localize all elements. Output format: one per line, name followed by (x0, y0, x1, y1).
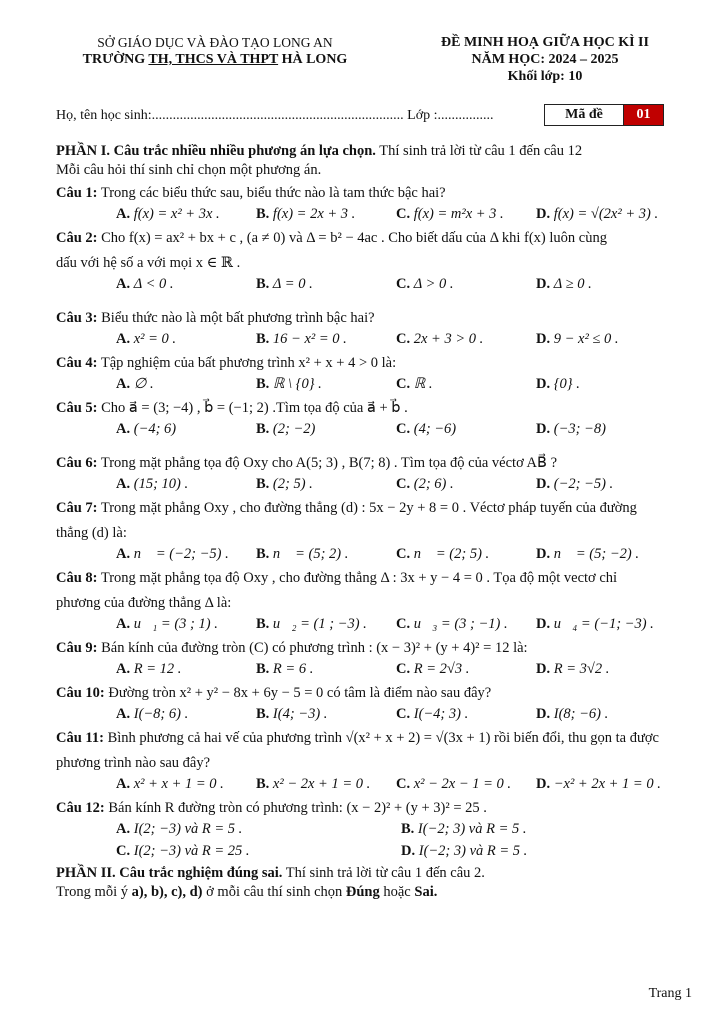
answer-option-b[interactable] (401, 818, 686, 840)
exam-code-value: 01 (624, 105, 663, 125)
answer-option-c[interactable] (396, 418, 536, 440)
option-letter: A. (116, 376, 131, 392)
option-value: R = 3√2 . (553, 661, 610, 677)
question-list (56, 184, 686, 862)
answer-option-d[interactable] (536, 658, 676, 680)
question-text-continued: dấu với hệ số a với mọi x ∈ ℝ . (56, 255, 241, 271)
option-letter: C. (396, 376, 411, 392)
option-letter: A. (116, 616, 131, 632)
question-text: Câu 2: Cho f(x) = ax² + bx + c , (a ≠ 0) và Δ = b² − 4ac . Cho biết dấu của Δ khi f(x) luôn cùng (56, 230, 607, 246)
option-letter: A. (116, 546, 131, 562)
option-value: I(−2; 3) và R = 5 . (418, 843, 528, 859)
option-value: n⃗ = (−2; −5) . (133, 546, 229, 562)
part1-instruction: Mỗi câu hỏi thí sinh chỉ chọn một phương án. (56, 162, 322, 178)
answer-option-a[interactable] (116, 473, 256, 495)
answer-option-b[interactable] (256, 658, 396, 680)
answer-option-c[interactable] (396, 373, 536, 395)
question-2 (56, 229, 686, 295)
answer-option-c[interactable] (396, 613, 536, 635)
answer-option-c[interactable] (396, 703, 536, 725)
exam-code-box (544, 104, 664, 126)
answer-options (56, 818, 686, 840)
option-letter: D. (536, 206, 551, 222)
answer-option-c[interactable] (116, 840, 401, 862)
answer-options (56, 703, 686, 725)
answer-option-a[interactable] (116, 418, 256, 440)
header-left (60, 34, 370, 68)
option-value: x² + x + 1 = 0 . (133, 776, 224, 792)
option-value: ∅ . (133, 376, 154, 392)
option-value: 16 − x² = 0 . (272, 331, 347, 347)
option-letter: D. (536, 616, 551, 632)
option-value: n⃗ = (5; −2) . (553, 546, 639, 562)
school-name: TRƯỜNG TH, THCS VÀ THPT HÀ LONG (82, 52, 348, 67)
grade-level: Khối lớp: 10 (507, 69, 583, 84)
answer-option-d[interactable] (536, 273, 676, 295)
option-letter: B. (256, 476, 270, 492)
option-letter: B. (256, 776, 270, 792)
option-letter: B. (256, 616, 270, 632)
question-text: Câu 8: Trong mặt phẳng tọa độ Oxy , cho đường thẳng Δ : 3x + y − 4 = 0 . Tọa độ một vectơ chỉ (56, 570, 618, 586)
option-value: I(−8; 6) . (133, 706, 189, 722)
option-letter: A. (116, 821, 131, 837)
option-value: Δ = 0 . (272, 276, 313, 292)
question-text: Câu 3: Biểu thức nào là một bất phương trình bậc hai? (56, 310, 375, 326)
option-value: R = 12 . (133, 661, 182, 677)
question-12 (56, 799, 686, 862)
option-value: x² − 2x − 1 = 0 . (413, 776, 512, 792)
option-value: n⃗ = (2; 5) . (413, 546, 490, 562)
answer-option-b[interactable] (256, 328, 396, 350)
option-value: n⃗ = (5; 2) . (272, 546, 349, 562)
exam-content (56, 142, 686, 902)
option-value: u⃗₂ = (1 ; −3) . (272, 616, 367, 632)
option-value: f(x) = 2x + 3 . (272, 206, 356, 222)
option-value: u⃗₄ = (−1; −3) . (553, 616, 654, 632)
option-value: I(2; −3) và R = 25 . (133, 843, 250, 859)
option-value: R = 6 . (272, 661, 314, 677)
option-letter: D. (536, 376, 551, 392)
option-value: I(−4; 3) . (413, 706, 469, 722)
option-value: (−2; −5) . (553, 476, 614, 492)
question-7 (56, 499, 686, 565)
option-value: I(−2; 3) và R = 5 . (417, 821, 527, 837)
option-letter: C. (396, 421, 411, 437)
school-year: NĂM HỌC: 2024 – 2025 (471, 52, 619, 67)
option-letter: B. (256, 276, 270, 292)
option-value: I(2; −3) và R = 5 . (133, 821, 243, 837)
answer-option-a[interactable] (116, 613, 256, 635)
answer-option-b[interactable] (256, 373, 396, 395)
question-9 (56, 639, 686, 680)
answer-option-c[interactable] (396, 203, 536, 225)
option-letter: A. (116, 476, 131, 492)
answer-option-d[interactable] (536, 373, 676, 395)
option-value: I(4; −3) . (272, 706, 328, 722)
answer-option-b[interactable] (256, 418, 396, 440)
option-letter: A. (116, 421, 131, 437)
option-letter: C. (396, 331, 411, 347)
option-letter: D. (536, 331, 551, 347)
option-value: u⃗₃ = (3 ; −1) . (413, 616, 508, 632)
option-letter: C. (396, 206, 411, 222)
answer-option-c[interactable] (396, 773, 536, 795)
option-letter: D. (536, 706, 551, 722)
answer-options (56, 473, 686, 495)
answer-options (56, 613, 686, 635)
answer-option-d[interactable] (536, 328, 676, 350)
option-value: u⃗₁ = (3 ; 1) . (133, 616, 218, 632)
option-value: x² = 0 . (133, 331, 177, 347)
question-6 (56, 454, 686, 495)
answer-option-a[interactable] (116, 658, 256, 680)
exam-code-label: Mã đề (545, 105, 624, 125)
option-letter: C. (116, 843, 131, 859)
answer-options (56, 543, 686, 565)
answer-option-d[interactable] (536, 703, 676, 725)
option-value: f(x) = x² + 3x . (133, 206, 220, 222)
option-value: 2x + 3 > 0 . (413, 331, 484, 347)
question-text-continued: phương trình nào sau đây? (56, 755, 211, 771)
answer-option-c[interactable] (396, 658, 536, 680)
question-text: Câu 7: Trong mặt phẳng Oxy , cho đường thẳng (d) : 5x − 2y + 8 = 0 . Véctơ pháp tuyến của đường (56, 500, 637, 516)
question-text: Câu 10: Đường tròn x² + y² − 8x + 6y − 5 = 0 có tâm là điểm nào sau đây? (56, 685, 492, 701)
option-value: f(x) = √(2x² + 3) . (553, 206, 659, 222)
question-text-continued: phương của đường thẳng Δ là: (56, 595, 232, 611)
answer-option-b[interactable] (256, 613, 396, 635)
option-letter: A. (116, 206, 131, 222)
answer-option-a[interactable] (116, 328, 256, 350)
question-text-continued: thẳng (d) là: (56, 525, 127, 541)
question-1 (56, 184, 686, 225)
question-10 (56, 684, 686, 725)
option-value: (2; 5) . (272, 476, 313, 492)
answer-option-c[interactable] (396, 473, 536, 495)
option-letter: D. (536, 546, 551, 562)
answer-option-d[interactable] (536, 473, 676, 495)
answer-options (56, 658, 686, 680)
answer-options (56, 373, 686, 395)
option-value: {0} . (553, 376, 580, 392)
option-letter: A. (116, 331, 131, 347)
answer-options (56, 418, 686, 440)
option-letter: A. (116, 776, 131, 792)
option-letter: C. (396, 276, 411, 292)
option-value: −x² + 2x + 1 = 0 . (553, 776, 661, 792)
answer-option-b[interactable] (256, 273, 396, 295)
question-5 (56, 399, 686, 440)
question-text: Câu 4: Tập nghiệm của bất phương trình x² + x + 4 > 0 là: (56, 355, 397, 371)
option-letter: A. (116, 276, 131, 292)
option-value: (−3; −8) (553, 421, 606, 437)
option-letter: C. (396, 616, 411, 632)
answer-option-d[interactable] (536, 418, 676, 440)
answer-options (56, 773, 686, 795)
option-letter: C. (396, 776, 411, 792)
answer-option-d[interactable] (536, 613, 676, 635)
question-text: Câu 5: Cho a⃗ = (3; −4) , b⃗ = (−1; 2) .Tìm tọa độ của a⃗ + b⃗ . (56, 400, 408, 416)
answer-option-c[interactable] (396, 273, 536, 295)
option-letter: C. (396, 661, 411, 677)
option-value: Δ ≥ 0 . (553, 276, 592, 292)
option-value: ℝ . (413, 376, 433, 392)
question-text: Câu 11: Bình phương cả hai vế của phương trình √(x² + x + 2) = √(3x + 1) rồi biến đổi, thu gọn ta được (56, 730, 659, 746)
option-value: f(x) = m²x + 3 . (413, 206, 504, 222)
answer-options (56, 273, 686, 295)
answer-option-a[interactable] (116, 543, 256, 565)
option-letter: B. (256, 546, 270, 562)
option-value: (−4; 6) (133, 421, 177, 437)
option-letter: B. (401, 821, 415, 837)
answer-option-d[interactable] (536, 543, 676, 565)
answer-option-d[interactable] (536, 773, 676, 795)
department-name: SỞ GIÁO DỤC VÀ ĐÀO TẠO LONG AN (97, 35, 333, 50)
answer-option-b[interactable] (256, 773, 396, 795)
part2-heading: PHẦN II. Câu trắc nghiệm đúng sai. Thí sinh trả lời từ câu 1 đến câu 2. (56, 865, 485, 881)
answer-options (56, 840, 686, 862)
option-letter: C. (396, 706, 411, 722)
option-value: 9 − x² ≤ 0 . (553, 331, 619, 347)
question-text: Câu 12: Bán kính R đường tròn có phương trình: (x − 2)² + (y + 3)² = 25 . (56, 800, 487, 816)
option-letter: B. (256, 661, 270, 677)
option-letter: D. (536, 776, 551, 792)
question-4 (56, 354, 686, 395)
option-value: R = 2√3 . (413, 661, 470, 677)
answer-option-a[interactable] (116, 273, 256, 295)
answer-option-b[interactable] (256, 703, 396, 725)
option-letter: B. (256, 206, 270, 222)
question-11 (56, 729, 686, 795)
answer-option-a[interactable] (116, 703, 256, 725)
part2-instruction: Trong mỗi ý a), b), c), d) ở mỗi câu thí sinh chọn Đúng hoặc Sai. (56, 884, 438, 900)
option-letter: B. (256, 376, 270, 392)
answer-option-b[interactable] (256, 543, 396, 565)
option-letter: A. (116, 661, 131, 677)
option-letter: D. (536, 661, 551, 677)
option-letter: D. (401, 843, 416, 859)
answer-option-d[interactable] (536, 203, 676, 225)
page-number: Trang 1 (648, 986, 692, 1001)
part1-heading: PHẦN I. Câu trắc nhiều nhiều phương án lựa chọn. Thí sinh trả lời từ câu 1 đến câu 12 (56, 143, 583, 159)
student-info-line: Họ, tên học sinh:........................................................................ Lớp :................ (56, 108, 494, 123)
option-value: x² − 2x + 1 = 0 . (272, 776, 371, 792)
option-value: (2; −2) (272, 421, 316, 437)
question-text: Câu 1: Trong các biểu thức sau, biểu thức nào là tam thức bậc hai? (56, 185, 446, 201)
answer-option-a[interactable] (116, 818, 401, 840)
option-value: ℝ \ {0} . (272, 376, 322, 392)
option-letter: B. (256, 706, 270, 722)
option-letter: B. (256, 421, 270, 437)
answer-option-b[interactable] (256, 473, 396, 495)
question-3 (56, 309, 686, 350)
answer-options (56, 328, 686, 350)
option-letter: B. (256, 331, 270, 347)
answer-option-c[interactable] (396, 328, 536, 350)
answer-options (56, 203, 686, 225)
option-value: Δ < 0 . (133, 276, 174, 292)
option-letter: A. (116, 706, 131, 722)
question-text: Câu 9: Bán kính của đường tròn (C) có phương trình : (x − 3)² + (y + 4)² = 12 là: (56, 640, 528, 656)
answer-option-d[interactable] (401, 840, 686, 862)
answer-option-a[interactable] (116, 773, 256, 795)
option-letter: D. (536, 476, 551, 492)
answer-option-b[interactable] (256, 203, 396, 225)
header-right (400, 34, 690, 85)
option-letter: C. (396, 476, 411, 492)
option-letter: C. (396, 546, 411, 562)
question-text: Câu 6: Trong mặt phẳng tọa độ Oxy cho A(5; 3) , B(7; 8) . Tìm tọa độ của véctơ AB⃗ ? (56, 455, 558, 471)
option-value: Δ > 0 . (413, 276, 454, 292)
answer-option-c[interactable] (396, 543, 536, 565)
option-letter: D. (536, 421, 551, 437)
option-value: (2; 6) . (413, 476, 454, 492)
option-value: (4; −6) (413, 421, 457, 437)
option-value: (15; 10) . (133, 476, 189, 492)
question-8 (56, 569, 686, 635)
option-letter: D. (536, 276, 551, 292)
answer-option-a[interactable] (116, 203, 256, 225)
option-value: I(8; −6) . (553, 706, 609, 722)
answer-option-a[interactable] (116, 373, 256, 395)
exam-title: ĐỀ MINH HOẠ GIỮA HỌC KÌ II (441, 35, 649, 50)
